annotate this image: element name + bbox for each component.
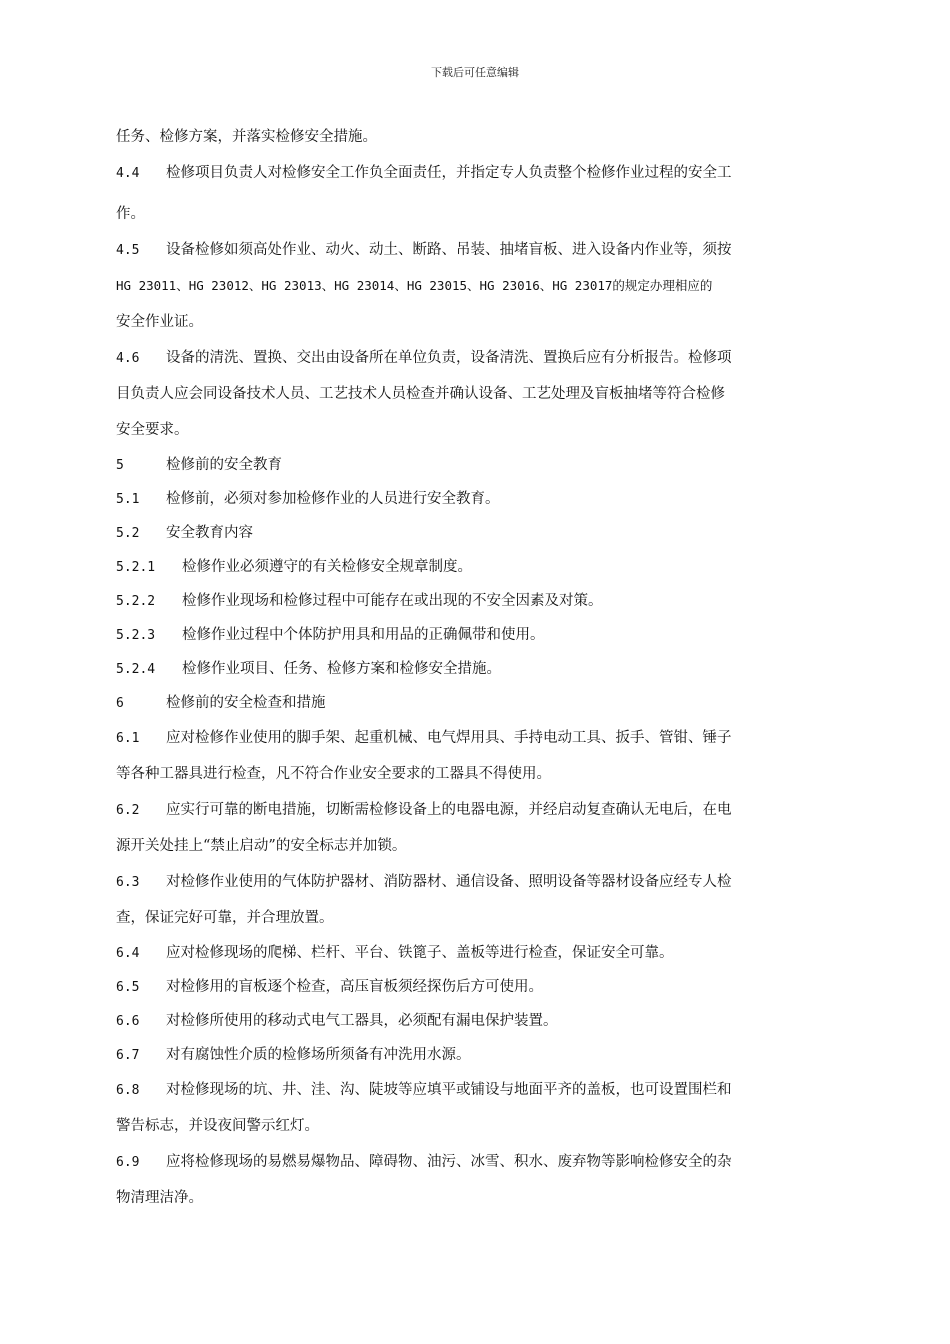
section-number: 4.4 xyxy=(116,166,140,181)
section-text: 对检修现场的坑、井、洼、沟、陡坡等应填平或铺设与地面平齐的盖板，也可设置围栏和 xyxy=(166,1082,732,1098)
section-5-2-4 xyxy=(116,652,836,686)
document-body xyxy=(116,124,836,1216)
page-header: 下载后可任意编辑 xyxy=(431,66,519,79)
section-6-1-line-2: 等各种工器具进行检查，凡不符合作业安全要求的工器具不得使用。 xyxy=(116,766,551,782)
section-6-8-line-2: 警告标志，并设夜间警示红灯。 xyxy=(116,1118,319,1134)
section-text: 对检修所使用的移动式电气工器具，必须配有漏电保护装置。 xyxy=(166,1013,558,1029)
section-number: 6.5 xyxy=(116,980,140,995)
section-number: 5 xyxy=(116,458,124,473)
section-number: 6.8 xyxy=(116,1083,140,1098)
section-text: 应实行可靠的断电措施，切断需检修设备上的电器电源，并经启动复查确认无电后，在电 xyxy=(166,802,732,818)
section-6-2-line-1 xyxy=(116,792,836,828)
section-6-1-line-1 xyxy=(116,720,836,756)
section-number: 5.1 xyxy=(116,492,140,507)
section-6-8-line-1 xyxy=(116,1072,836,1108)
section-4-6-line-1 xyxy=(116,340,836,376)
paragraph-intro: 任务、检修方案，并落实检修安全措施。 xyxy=(116,129,377,145)
section-6-2-line-2: 源开关处挂上“禁止启动”的安全标志并加锁。 xyxy=(116,838,407,854)
section-5-2 xyxy=(116,516,836,550)
section-6-9-line-1 xyxy=(116,1144,836,1180)
section-5-2-3 xyxy=(116,618,836,652)
section-5-2-1 xyxy=(116,550,836,584)
section-title: 检修前的安全教育 xyxy=(166,457,282,473)
section-5-heading xyxy=(116,448,836,482)
section-title: 检修前的安全检查和措施 xyxy=(166,695,326,711)
section-text: 检修前，必须对参加检修作业的人员进行安全教育。 xyxy=(166,491,500,507)
section-number: 4.6 xyxy=(116,351,140,366)
section-4-4-line-2: 作。 xyxy=(116,206,145,222)
section-4-5-line-3: 安全作业证。 xyxy=(116,314,203,330)
section-text: 应对检修现场的爬梯、栏杆、平台、铁篦子、盖板等进行检查，保证安全可靠。 xyxy=(166,945,674,961)
section-number: 6.7 xyxy=(116,1048,140,1063)
section-text: 设备的清洗、置换、交出由设备所在单位负责，设备清洗、置换后应有分析报告。检修项 xyxy=(166,350,732,366)
section-text: 设备检修如须高处作业、动火、动土、断路、吊装、抽堵盲板、进入设备内作业等，须按 xyxy=(166,242,732,258)
section-4-4-line-1 xyxy=(116,160,836,196)
section-number: 6.9 xyxy=(116,1155,140,1170)
section-5-1 xyxy=(116,482,836,516)
section-text: 安全教育内容 xyxy=(166,525,253,541)
section-6-4 xyxy=(116,936,836,970)
section-6-heading xyxy=(116,686,836,720)
section-text: 应将检修现场的易燃易爆物品、障碍物、油污、冰雪、积水、废弃物等影响检修安全的杂 xyxy=(166,1154,732,1170)
section-4-6-line-3: 安全要求。 xyxy=(116,422,189,438)
section-6-5 xyxy=(116,970,836,1004)
section-text: 检修作业过程中个体防护用具和用品的正确佩带和使用。 xyxy=(182,627,545,643)
section-number: 5.2.1 xyxy=(116,560,156,575)
section-4-5-line-2 xyxy=(116,268,836,304)
section-text: 检修项目负责人对检修安全工作负全面责任，并指定专人负责整个检修作业过程的安全工 xyxy=(166,165,732,181)
section-text: 对检修作业使用的气体防护器材、消防器材、通信设备、照明设备等器材设备应经专人检 xyxy=(166,874,732,890)
section-text: 应对检修作业使用的脚手架、起重机械、电气焊用具、手持电动工具、扳手、管钳、锤子 xyxy=(166,730,732,746)
section-text: 对有腐蚀性介质的检修场所须备有冲洗用水源。 xyxy=(166,1047,471,1063)
section-5-2-2 xyxy=(116,584,836,618)
section-4-5-line-1 xyxy=(116,232,836,268)
section-number: 6.2 xyxy=(116,803,140,818)
section-6-3-line-1 xyxy=(116,864,836,900)
section-number: 6.1 xyxy=(116,731,140,746)
section-text: 检修作业项目、任务、检修方案和检修安全措施。 xyxy=(182,661,501,677)
section-4-6-line-2: 目负责人应会同设备技术人员、工艺技术人员检查并确认设备、工艺处理及盲板抽堵等符合检修 xyxy=(116,386,725,402)
section-6-9-line-2: 物清理洁净。 xyxy=(116,1190,203,1206)
section-number: 5.2.2 xyxy=(116,594,156,609)
section-number: 4.5 xyxy=(116,243,140,258)
section-number: 6.3 xyxy=(116,875,140,890)
section-6-7 xyxy=(116,1038,836,1072)
section-number: 5.2.4 xyxy=(116,662,156,677)
section-6-6 xyxy=(116,1004,836,1038)
section-number: 6 xyxy=(116,696,124,711)
section-6-3-line-2: 查，保证完好可靠，并合理放置。 xyxy=(116,910,334,926)
section-number: 6.6 xyxy=(116,1014,140,1029)
section-number: 5.2.3 xyxy=(116,628,156,643)
standard-references: HG 23011、HG 23012、HG 23013、HG 23014、HG 23015、HG 23016、HG 23017的规定办理相应的 xyxy=(116,278,713,293)
section-text: 检修作业现场和检修过程中可能存在或出现的不安全因素及对策。 xyxy=(182,593,603,609)
section-number: 5.2 xyxy=(116,526,140,541)
section-number: 6.4 xyxy=(116,946,140,961)
section-text: 检修作业必须遵守的有关检修安全规章制度。 xyxy=(182,559,472,575)
section-text: 对检修用的盲板逐个检查，高压盲板须经探伤后方可使用。 xyxy=(166,979,543,995)
